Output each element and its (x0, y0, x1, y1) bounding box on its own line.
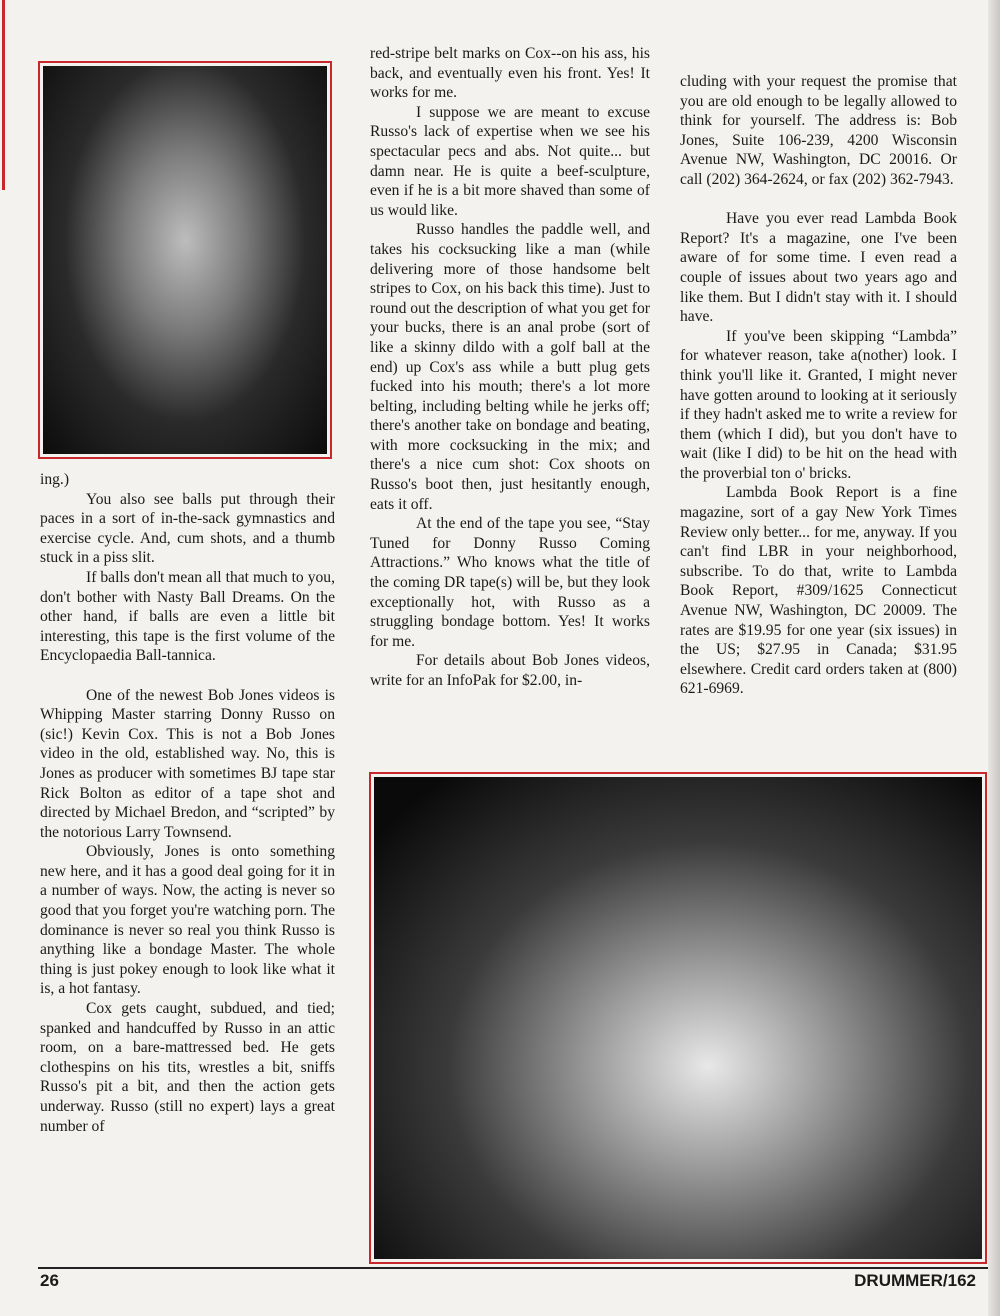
page-edge (988, 0, 1000, 1316)
paragraph: Cox gets caught, subdued, and tied; spanked and handcuffed by Russo in an attic room, on a bare-mattressed bed. He gets clothespins on his tits, wrestles a bit, sniffs Russo's pit a bit, and then the action gets underway. Russo (still no expert) lays a great number of (40, 1000, 335, 1135)
paragraph: One of the newest Bob Jones videos is Whipping Master starring Donny Russo on (sic!) Kevin Cox. This is not a Bob Jones video in the old, established way. No, this is Jones as producer with sometimes BJ tape star Rick Bolton as editor of a tape shot and directed by Michael Bredon, and “scripted” by the notorious Larry Townsend. (40, 686, 335, 841)
paragraph: Obviously, Jones is onto something new here, and it has a good deal going for it in a number of ways. Now, the acting is never so good that you forget you're watching porn. The dominance is never so real you think Russo is anything like a bondage Master. The whole thing is just pokey enough to look like what it is, a hot fantasy. (40, 843, 335, 998)
paragraph: red-stripe belt marks on Cox--on his ass, his back, and eventually even his front. Yes! It works for me. (370, 45, 650, 102)
paragraph: You also see balls put through their paces in a sort of in-the-sack gymnastics and exercise cycle. And, cum shots, and a thumb stuck in a piss slit. (40, 490, 335, 567)
photo-bottom-right (369, 772, 987, 1264)
photo-top-left (38, 61, 332, 459)
paragraph: Have you ever read Lambda Book Report? It's a magazine, one I've been aware of for some time. I even read a couple of issues about two years ago and like them. But I didn't stay with it. I should have. (680, 210, 957, 326)
paragraph: Russo handles the paddle well, and takes his cocksucking like a man (while delivering more of those handsome belt stripes to Cox, on his back this time). Just to round out the description of what you get for your bucks, there is an anal probe (sort of like a skinny dildo with a golf ball at the end) up Cox's ass while a butt plug gets fucked into his mouth; there's a lot more belting, including belting while he jerks off; there's another take on bondage and beating, with more cocksucking in the mix; and there's a nice cum shot: Cox shoots on Russo's boot then, just hesitantly enough, eats it off. (370, 221, 650, 513)
red-edge-mark (2, 0, 5, 190)
paragraph: cluding with your request the promise that you are old enough to be legally allowed to think for yourself. The address is: Bob Jones, Suite 106-239, 4200 Wisconsin Avenue NW, Washington, DC 20016. Or call (202) 364-2624, or fax (202) 362-7943. (680, 73, 957, 188)
photo-image (43, 66, 327, 454)
paragraph: If you've been skipping “Lambda” for whatever reason, take a(nother) look. I think you'll like it. Granted, I might never have gotten around to looking at it seriously if they hadn't asked me to write a review for them (which I did), but you don't have to wait (like I did) to be hit on the head with the proverbial ton o' bricks. (680, 327, 957, 482)
paragraph: For details about Bob Jones videos, write for an InfoPak for $2.00, in- (370, 652, 650, 689)
footer-rule (38, 1267, 988, 1269)
paragraph: If balls don't mean all that much to you, don't bother with Nasty Ball Dreams. On the other hand, if balls are even a little bit interesting, this tape is the first volume of the Encyclopaedia Ball-tannica. (40, 568, 335, 665)
article-column-1 (40, 470, 335, 1136)
paragraph: I suppose we are meant to excuse Russo's lack of expertise when we see his spectacular pecs and abs. Not quite... but damn near. He is quite a beef-sculpture, even if he is a bit more shaved than some of us would like. (370, 103, 650, 219)
article-column-3 (680, 72, 957, 699)
photo-image (374, 777, 982, 1259)
paragraph: ing.) (40, 471, 70, 488)
paragraph: Lambda Book Report is a fine magazine, sort of a gay New York Times Review only better... for me, anyway. If you can't find LBR in your neighborhood, subscribe. To do that, write to Lambda Book Report, #309/1625 Connecticut Avenue NW, Washington, DC 20009. The rates are $19.95 for one year (six issues) in the US; $27.95 in Canada; $31.95 elsewhere. Credit card orders taken at (800) 621-6969. (680, 484, 957, 698)
article-column-2 (370, 44, 650, 691)
paragraph: At the end of the tape you see, “Stay Tuned for Donny Russo Coming Attractions.” Who knows what the title of the coming DR tape(s) will be, but they look exceptionally hot, with Russo as a struggling bondage bottom. Yes! It works for me. (370, 515, 650, 650)
magazine-issue: DRUMMER/162 (854, 1271, 976, 1290)
page-number: 26 (40, 1271, 59, 1290)
